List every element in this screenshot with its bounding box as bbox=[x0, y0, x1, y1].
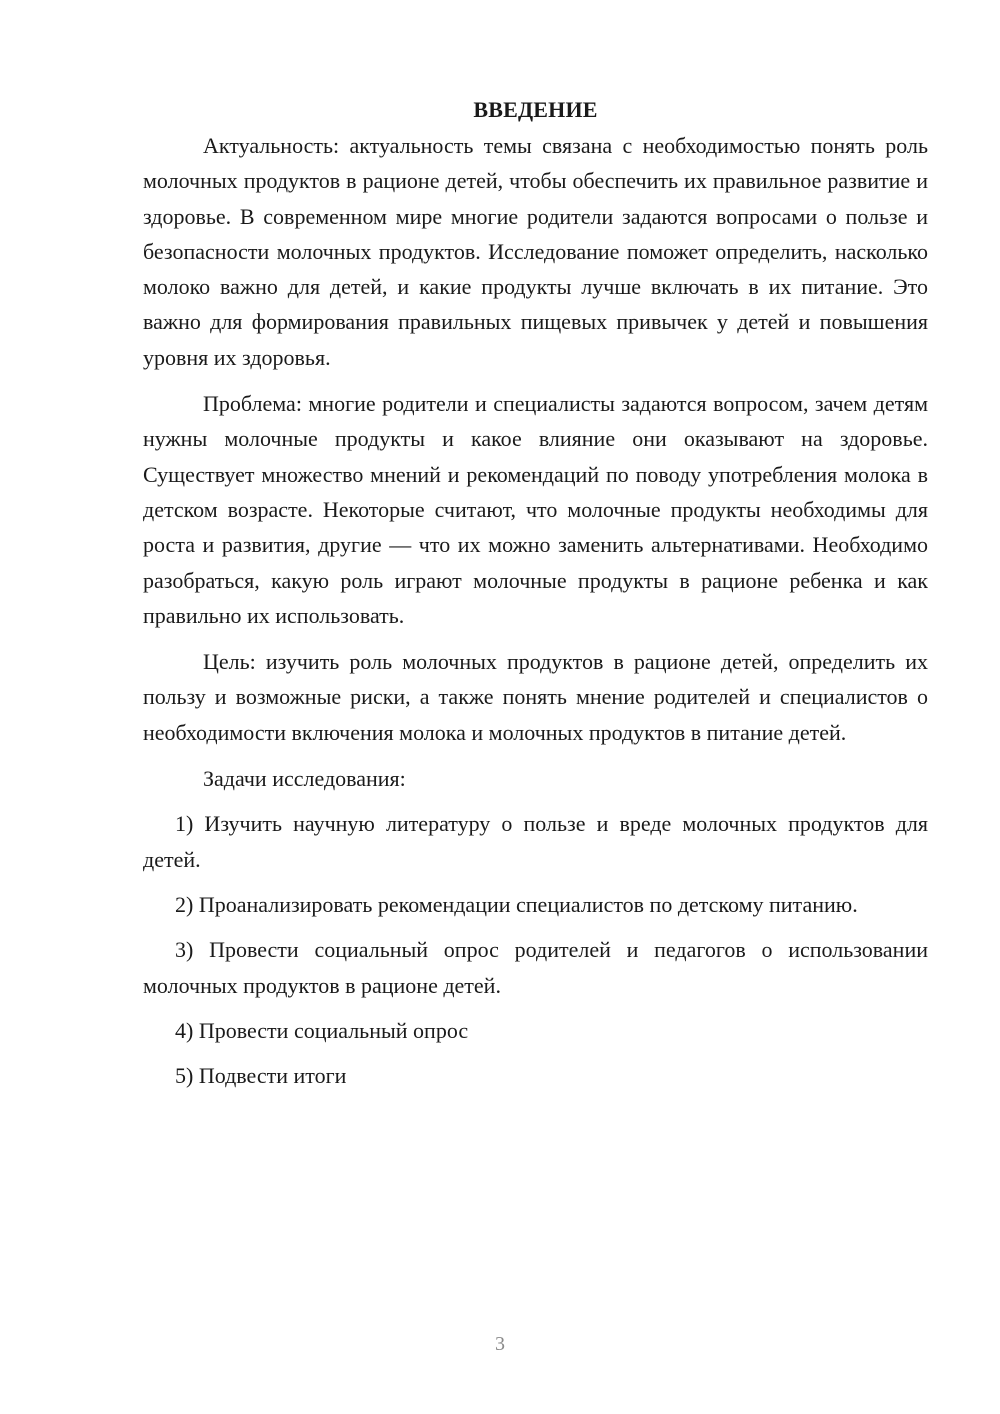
task-item-3: 3) Провести социальный опрос родителей и педагогов о использовании молочных продуктов в рационе детей. bbox=[143, 937, 928, 998]
paragraph-goal: Цель: изучить роль молочных продуктов в рационе детей, определить их пользу и возможные риски, а также понять мнение родителей и специалистов о необходимости включения молока и молочных продуктов в питание детей. bbox=[143, 649, 928, 745]
paragraph-relevance: Актуальность: актуальность темы связана с необходимостью понять роль молочных продуктов в рационе детей, чтобы обеспечить их правильное развитие и здоровье. В современном мире многие родители задаются вопросами о пользе и безопасности молочных продуктов. Исследование поможет определить, насколько молоко важно для детей, и какие продукты лучше включать в их питание. Это важно для формирования правильных пищевых привычек у детей и повышения уровня их здоровья. bbox=[143, 133, 928, 370]
document-page bbox=[143, 92, 928, 1093]
task-item-5: 5) Подвести итоги bbox=[175, 1063, 347, 1089]
tasks-heading: Задачи исследования: bbox=[203, 766, 406, 792]
task-item-2: 2) Проанализировать рекомендации специалистов по детскому питанию. bbox=[175, 891, 858, 917]
page-title: ВВЕДЕНИЕ bbox=[473, 97, 598, 122]
task-item-4: 4) Провести социальный опрос bbox=[175, 1017, 469, 1043]
task-item-1: 1) Изучить научную литературу о пользе и вреде молочных продуктов для детей. bbox=[143, 811, 928, 872]
paragraph-problem: Проблема: многие родители и специалисты задаются вопросом, зачем детям нужны молочные продукты и какое влияние они оказывают на здоровье. Существует множество мнений и рекомендаций по поводу употребления молока в детском возрасте. Некоторые считают, что молочные продукты необходимы для роста и развития, другие — что их можно заменить альтернативами. Необходимо разобраться, какую роль играют молочные продукты в рационе ребенка и как правильно их использовать. bbox=[143, 391, 928, 628]
page-number: 3 bbox=[495, 1333, 505, 1355]
